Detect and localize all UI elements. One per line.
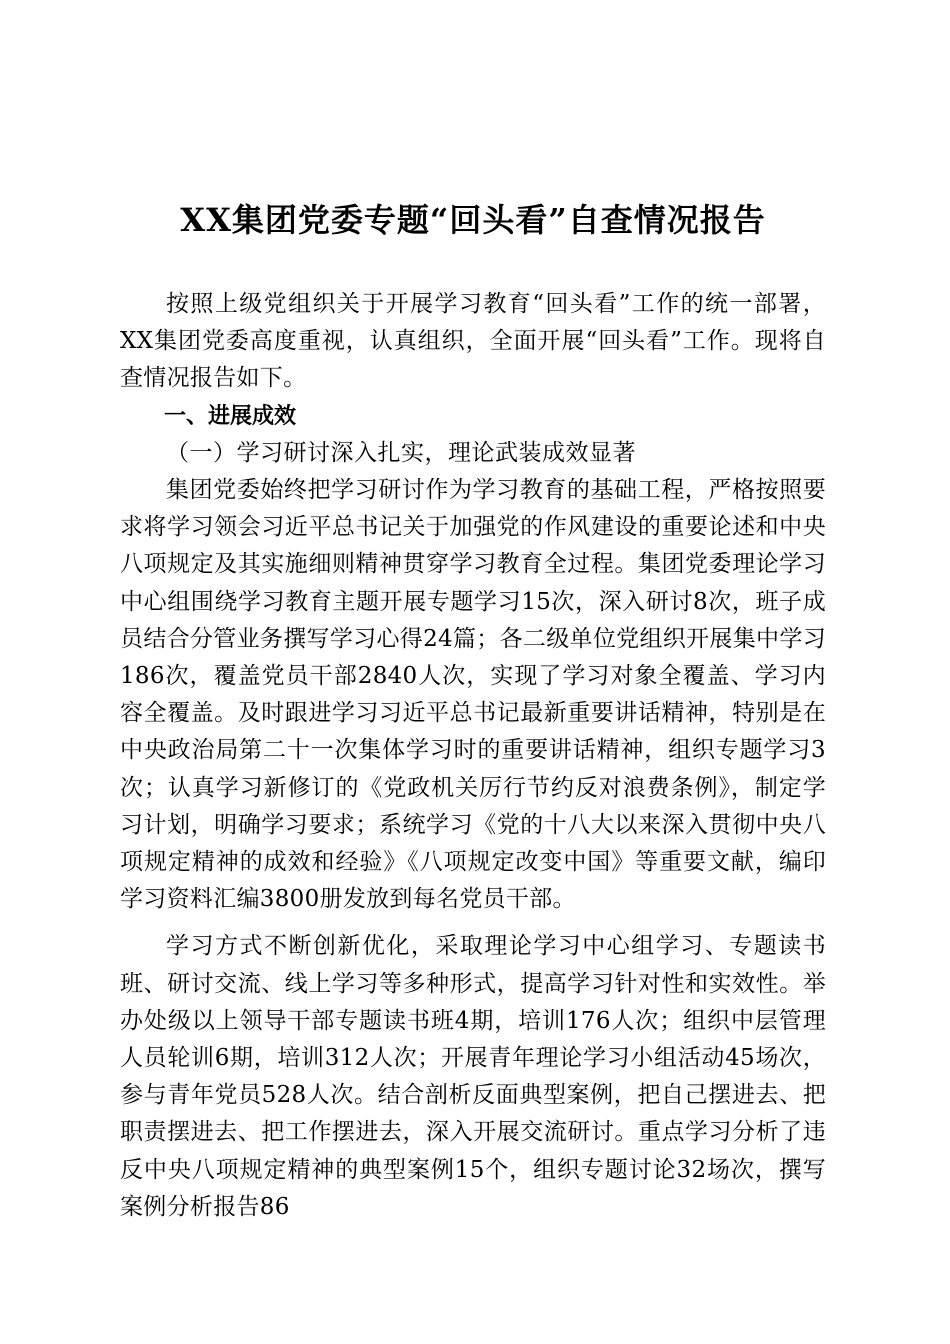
document-body bbox=[120, 286, 826, 1226]
subsection-heading: （一）学习研讨深入扎实，理论武装成效显著 bbox=[166, 439, 636, 466]
document-page bbox=[120, 0, 826, 1344]
body-paragraph-1: 集团党委始终把学习研讨作为学习教育的基础工程，严格按照要求将学习领会习近平总书记关于加强党的作风建设的重要论述和中央八项规定及其实施细则精神贯穿学习教育全过程。集团党委理论学习中心组围绕学习教育主题开展专题学习15次，深入研讨8次，班子成员结合分管业务撰写学习心得24篇；各二级单位党组织开展集中学习186次，覆盖党员干部2840人次，实现了学习对象全覆盖、学习内容全覆盖。及时跟进学习习近平总书记最新重要讲话精神，特别是在中央政治局第二十一次集体学习时的重要讲话精神，组织专题学习3次；认真学习新修订的《党政机关厉行节约反对浪费条例》，制定学习计划，明确学习要求；系统学习《党的十八大以来深入贯彻中央八项规定精神的成效和经验》《八项规定改变中国》等重要文献，编印学习资料汇编3800册发放到每名党员干部。 bbox=[120, 477, 826, 913]
section-heading: 一、进展成效 bbox=[164, 403, 297, 429]
body-paragraph-2: 学习方式不断创新优化，采取理论学习中心组学习、专题读书班、研讨交流、线上学习等多种形式，提高学习针对性和实效性。举办处级以上领导干部专题读书班4期，培训176人次；组织中层管理人员轮训6期，培训312人次；开展青年理论学习小组活动45场次，参与青年党员528人次。结合剖析反面典型案例，把自己摆进去、把职责摆进去、把工作摆进去，深入开展交流研讨。重点学习分析了违反中央八项规定精神的典型案例15个，组织专题讨论32场次，撰写案例分析报告86 bbox=[120, 933, 826, 1220]
intro-paragraph: 按照上级党组织关于开展学习教育“回头看”工作的统一部署，XX集团党委高度重视，认真组织，全面开展“回头看”工作。现将自查情况报告如下。 bbox=[120, 291, 826, 392]
document-title: XX集团党委专题“回头看”自查情况报告 bbox=[180, 201, 766, 239]
